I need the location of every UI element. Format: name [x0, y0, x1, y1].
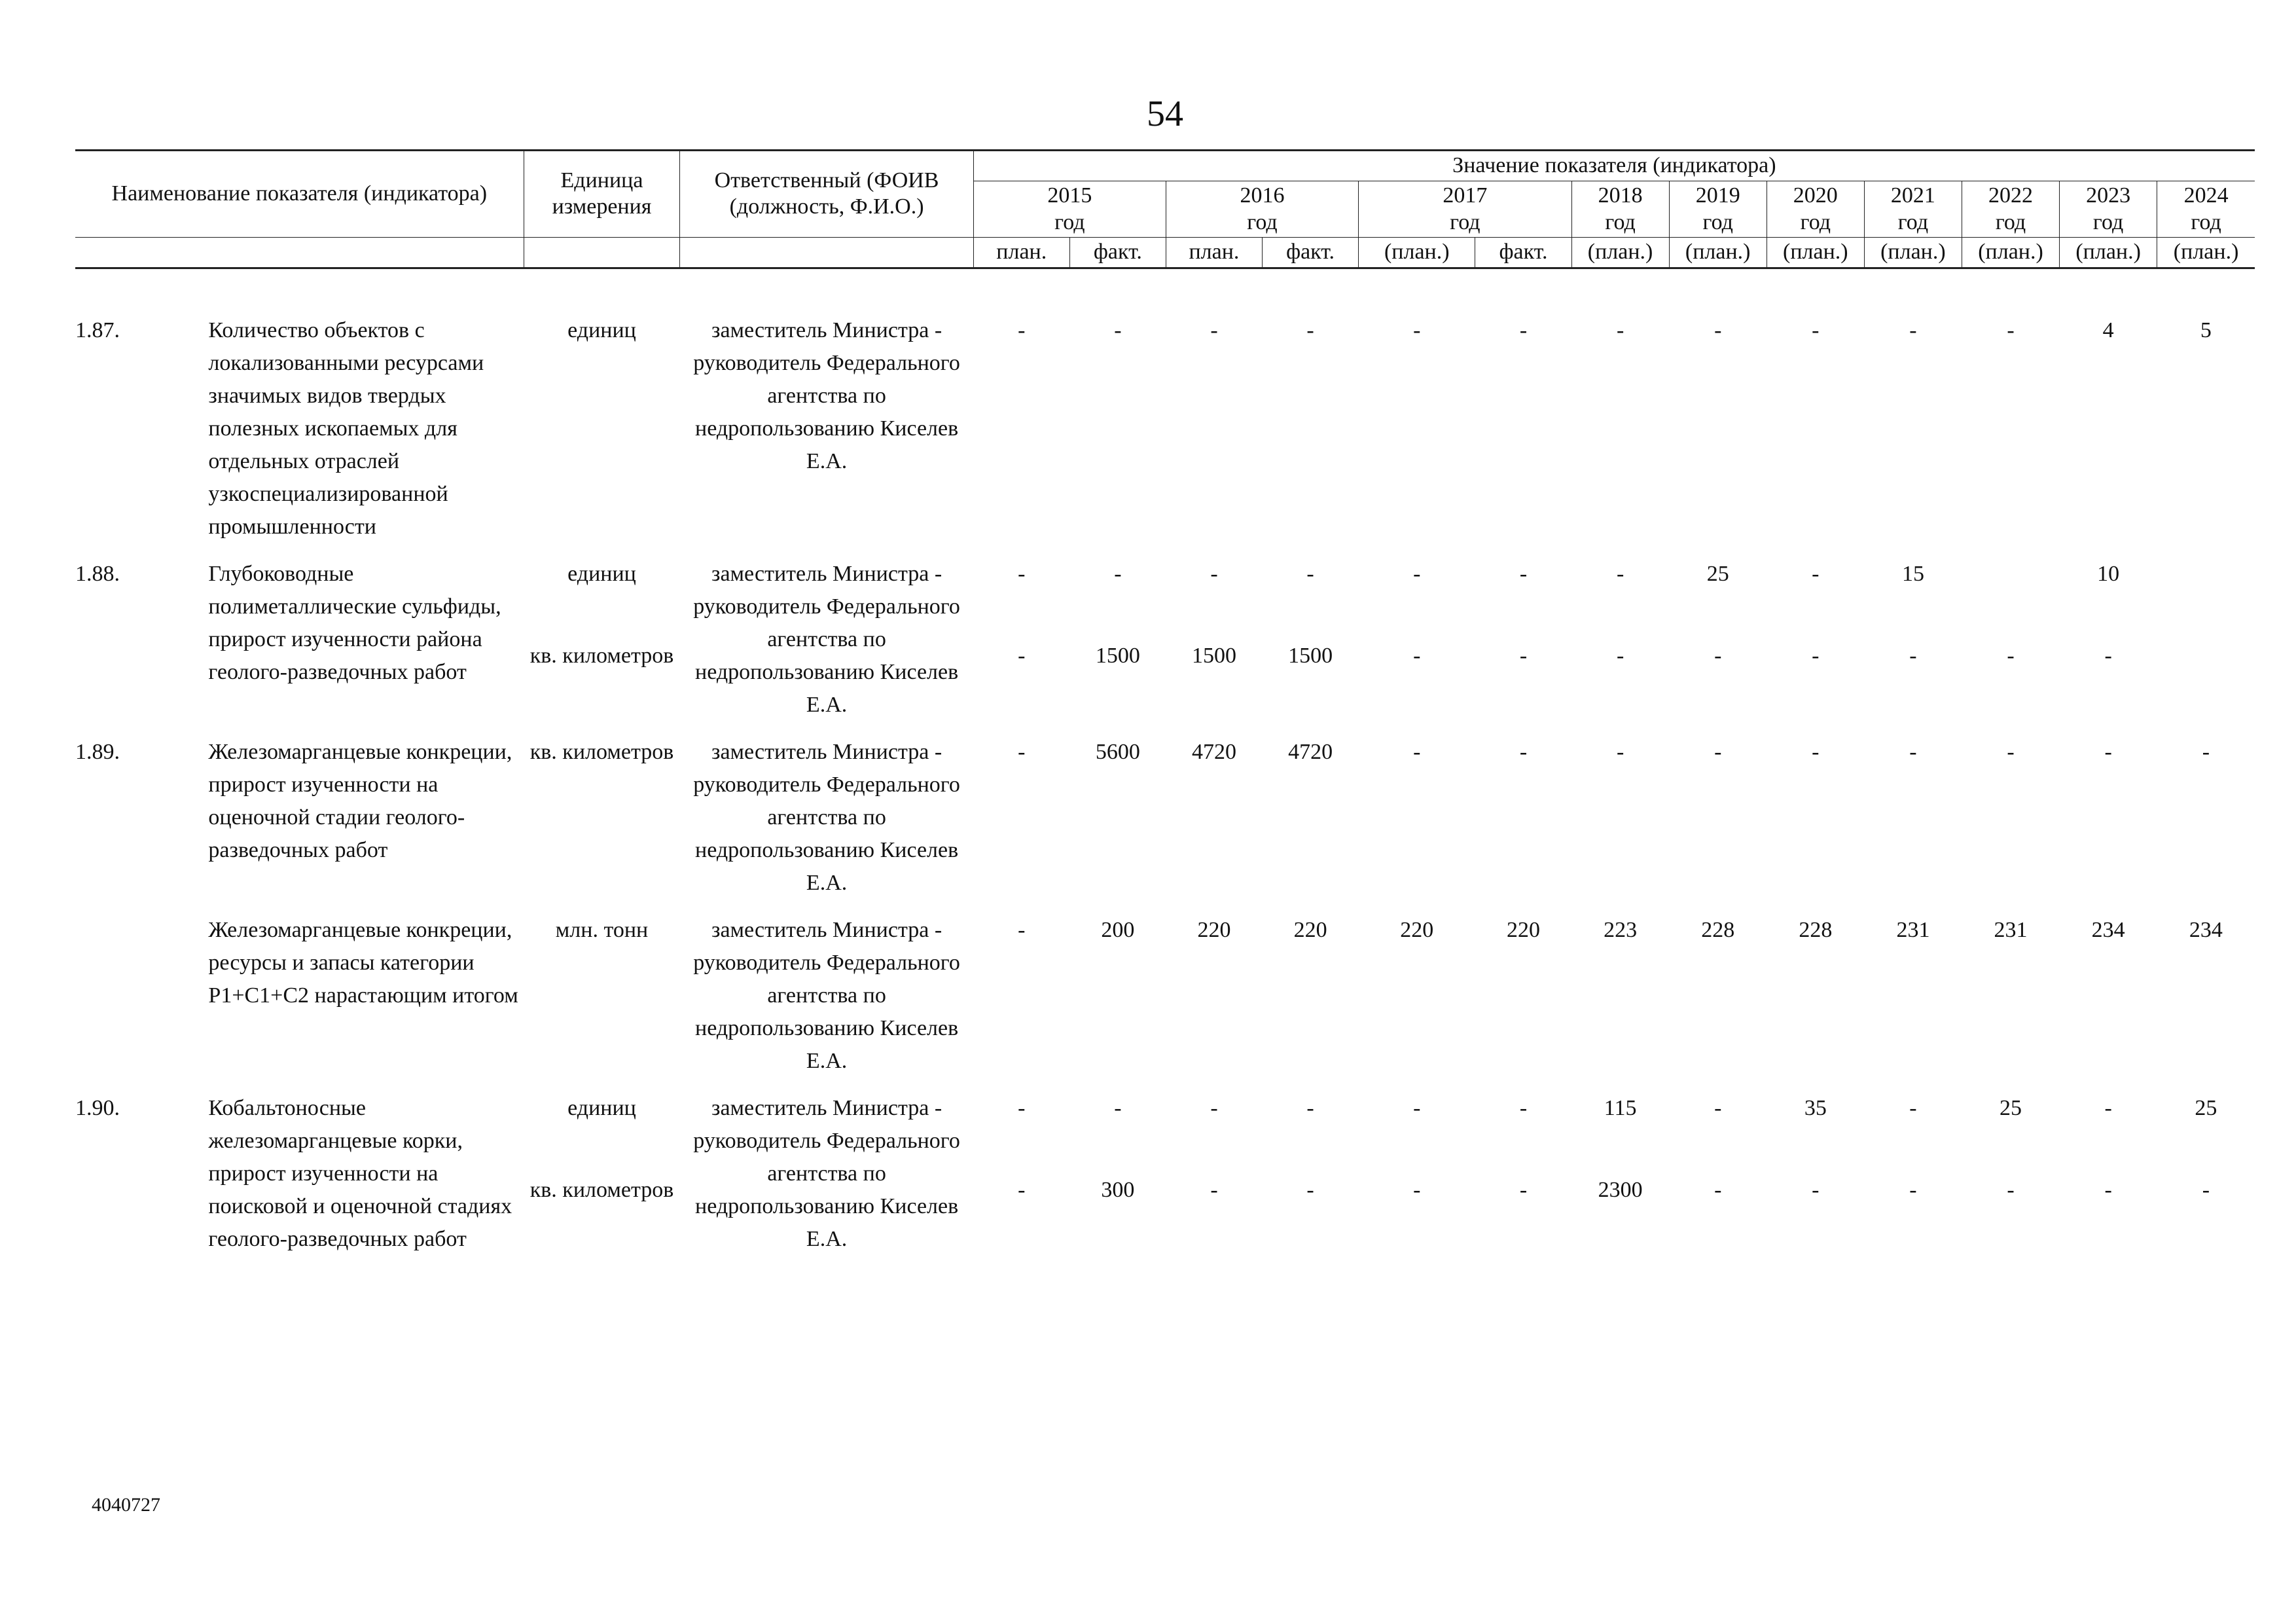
value-cell: 4720	[1288, 740, 1333, 764]
value-cell: -	[1210, 1096, 1218, 1120]
value-cell: -	[1018, 318, 1026, 342]
header-sub: (план.)	[1571, 237, 1669, 268]
table-row	[75, 736, 2255, 900]
value-cell	[1962, 558, 2060, 640]
value-cell: -	[1812, 740, 1820, 764]
indicator-table	[75, 314, 2255, 1256]
responsible-cell: заместитель Министра - руководитель Федерального агентства по недропользованию Киселев Е.А.	[693, 562, 960, 717]
row-gap-cell	[75, 543, 2255, 558]
header-year-2018: 2018 год	[1571, 181, 1669, 237]
responsible-cell: заместитель Министра - руководитель Федерального агентства по недропользованию Киселев Е.А.	[693, 318, 960, 473]
value-cell: -	[1519, 740, 1528, 764]
value-cell: -	[1018, 562, 1026, 586]
value-cell: 231	[1994, 918, 2028, 942]
header-name-col: Наименование показателя (индикатора)	[75, 151, 524, 238]
value-cell: -	[1306, 1178, 1314, 1202]
value-cell: -	[1018, 740, 1026, 764]
table-header	[75, 149, 2255, 269]
value-cell: 300	[1101, 1178, 1135, 1202]
value-cell: -	[1413, 740, 1421, 764]
unit-cell: кв. километров	[529, 644, 674, 668]
header-sub: (план.)	[1669, 237, 1767, 268]
value-cell: 228	[1701, 918, 1735, 942]
value-cell: -	[1616, 740, 1624, 764]
value-cell: -	[1519, 644, 1528, 668]
value-cell: -	[1018, 1178, 1026, 1202]
value-cell: 1500	[1192, 644, 1236, 668]
value-cell: 1500	[1095, 644, 1140, 668]
header-year-2022: 2022 год	[1962, 181, 2059, 237]
table-row	[75, 558, 2255, 640]
header-unit-col-foot	[524, 237, 680, 268]
indicator-number: 1.89.	[75, 740, 120, 764]
row-gap	[75, 721, 2255, 736]
header-resp-col-foot	[680, 237, 973, 268]
table-row	[75, 314, 2255, 543]
value-cell: -	[1909, 740, 1917, 764]
header-sub: (план.)	[1962, 237, 2059, 268]
header-year-2024: 2024 год	[2157, 181, 2255, 237]
indicator-name: Кобальтоносные железомарганцевые корки, прирост изученности на поисковой и оценочной стадиях геолого-разведочных работ	[208, 1096, 512, 1251]
unit-cell: кв. километров	[529, 740, 674, 764]
header-sub: факт.	[1263, 237, 1359, 268]
header-sub: (план.)	[1359, 237, 1475, 268]
indicator-name: Железомарганцевые конкреции, прирост изученности на оценочной стадии геолого-разведочных работ	[208, 740, 512, 862]
unit-cell: единиц	[567, 1096, 636, 1120]
document-code: 4040727	[92, 1494, 160, 1516]
value-cell: -	[1413, 644, 1421, 668]
indicator-number	[75, 914, 200, 1078]
responsible-cell: заместитель Министра - руководитель Федерального агентства по недропользованию Киселев Е.А.	[693, 918, 960, 1073]
value-cell: 220	[1507, 918, 1541, 942]
value-cell: 25	[2000, 1096, 2022, 1120]
value-cell: -	[1306, 562, 1314, 586]
value-cell: 200	[1101, 918, 1135, 942]
header-year-2023: 2023 год	[2060, 181, 2157, 237]
value-cell: 10	[2097, 562, 2120, 586]
value-cell: -	[2007, 1178, 2015, 1202]
value-cell: -	[1519, 1096, 1528, 1120]
responsible-cell: заместитель Министра - руководитель Федерального агентства по недропользованию Киселев Е.А.	[693, 740, 960, 895]
value-cell: -	[1018, 1096, 1026, 1120]
header-sub: факт.	[1069, 237, 1166, 268]
value-cell: -	[2104, 1096, 2112, 1120]
value-cell: -	[1909, 318, 1917, 342]
value-cell: 231	[1896, 918, 1930, 942]
page-number: 54	[1147, 94, 1183, 134]
value-cell: -	[1714, 644, 1722, 668]
value-cell	[2157, 640, 2255, 721]
value-cell: -	[1909, 1178, 1917, 1202]
value-cell: -	[2007, 318, 2015, 342]
value-cell: -	[1812, 1178, 1820, 1202]
value-cell: -	[1210, 1178, 1218, 1202]
header-year-2019: 2019 год	[1669, 181, 1767, 237]
value-cell: 220	[1197, 918, 1231, 942]
value-cell: -	[1114, 1096, 1122, 1120]
value-cell: -	[1114, 318, 1122, 342]
unit-cell: единиц	[567, 318, 636, 342]
value-cell: -	[1714, 1096, 1722, 1120]
header-name-col-foot	[75, 237, 524, 268]
indicator-number: 1.87.	[75, 318, 120, 342]
table-row	[75, 1092, 2255, 1174]
indicator-name: Количество объектов с локализованными ресурсами значимых видов твердых полезных ископаемых для отдельных отраслей узкоспециализированной промышленности	[208, 318, 484, 539]
value-cell: 4720	[1192, 740, 1236, 764]
value-cell	[2157, 558, 2255, 640]
value-cell: 5	[2200, 318, 2212, 342]
value-cell: 5600	[1095, 740, 1140, 764]
header-sub: (план.)	[1767, 237, 1864, 268]
value-cell: 1500	[1288, 644, 1333, 668]
value-cell: -	[1413, 562, 1421, 586]
value-cell: -	[2104, 740, 2112, 764]
indicator-name: Железомарганцевые конкреции, ресурсы и запасы категории P1+C1+C2 нарастающим итогом	[208, 918, 518, 1008]
header-sub: план.	[973, 237, 1069, 268]
value-cell: -	[2007, 644, 2015, 668]
value-cell: 234	[2189, 918, 2223, 942]
value-cell: -	[1114, 562, 1122, 586]
value-cell: -	[2104, 644, 2112, 668]
responsible-cell: заместитель Министра - руководитель Федерального агентства по недропользованию Киселев Е.А.	[693, 1096, 960, 1251]
unit-cell: кв. километров	[529, 1178, 674, 1202]
value-cell: 25	[1706, 562, 1729, 586]
header-year-2020: 2020 год	[1767, 181, 1864, 237]
header-year-2016: 2016 год	[1166, 181, 1358, 237]
value-cell: -	[1812, 644, 1820, 668]
row-gap	[75, 900, 2255, 914]
row-gap	[75, 1078, 2255, 1092]
header-year-2021: 2021 год	[1864, 181, 1962, 237]
header-sub: (план.)	[2157, 237, 2255, 268]
value-cell: 2300	[1598, 1178, 1643, 1202]
value-cell: 220	[1400, 918, 1434, 942]
header-sub: (план.)	[1864, 237, 1962, 268]
value-cell: -	[1909, 1096, 1917, 1120]
value-cell: 4	[2102, 318, 2114, 342]
value-cell: -	[1413, 1096, 1421, 1120]
value-cell: -	[1413, 1178, 1421, 1202]
value-cell: -	[2007, 740, 2015, 764]
unit-cell: единиц	[567, 562, 636, 586]
value-cell: 228	[1799, 918, 1833, 942]
table-row	[75, 914, 2255, 1078]
header-year-2015: 2015 год	[973, 181, 1166, 237]
value-cell: -	[1714, 740, 1722, 764]
value-cell: -	[1210, 318, 1218, 342]
value-cell: 25	[2195, 1096, 2217, 1120]
value-cell: -	[1519, 318, 1528, 342]
value-cell: 220	[1293, 918, 1327, 942]
value-cell: -	[1018, 918, 1026, 942]
header-year-2017: 2017 год	[1359, 181, 1571, 237]
value-cell: -	[2202, 1178, 2210, 1202]
value-cell: -	[1018, 644, 1026, 668]
value-cell: -	[1714, 1178, 1722, 1202]
value-cell: 223	[1604, 918, 1638, 942]
header-table	[75, 149, 2255, 269]
value-cell: -	[1519, 1178, 1528, 1202]
value-cell: -	[1413, 318, 1421, 342]
value-cell: 35	[1804, 1096, 1827, 1120]
value-cell: -	[1210, 562, 1218, 586]
value-cell: -	[1616, 644, 1624, 668]
value-cell: -	[1519, 562, 1528, 586]
header-values-title: Значение показателя (индикатора)	[973, 151, 2255, 181]
row-gap-cell	[75, 1078, 2255, 1092]
value-cell: -	[1714, 318, 1722, 342]
value-cell: 234	[2091, 918, 2125, 942]
value-cell: -	[1616, 318, 1624, 342]
header-sub: факт.	[1475, 237, 1571, 268]
value-cell: -	[1306, 1096, 1314, 1120]
value-cell: -	[2104, 1178, 2112, 1202]
row-gap-cell	[75, 721, 2255, 736]
indicator-number: 1.88.	[75, 562, 120, 586]
header-sub: (план.)	[2060, 237, 2157, 268]
row-gap	[75, 543, 2255, 558]
indicator-name: Глубоководные полиметаллические сульфиды, прирост изученности района геолого-разведочных работ	[208, 562, 501, 684]
value-cell: -	[1306, 318, 1314, 342]
value-cell: -	[1616, 562, 1624, 586]
value-cell: -	[1812, 562, 1820, 586]
header-unit-col: Единица измерения	[524, 151, 680, 238]
value-cell: 115	[1604, 1096, 1637, 1120]
value-cell: 15	[1901, 562, 1924, 586]
header-sub: план.	[1166, 237, 1262, 268]
header-resp-col: Ответственный (ФОИВ (должность, Ф.И.О.)	[680, 151, 973, 238]
value-cell: -	[1812, 318, 1820, 342]
value-cell: -	[2202, 740, 2210, 764]
unit-cell: млн. тонн	[555, 918, 649, 942]
row-gap-cell	[75, 900, 2255, 914]
value-cell: -	[1909, 644, 1917, 668]
indicator-number: 1.90.	[75, 1096, 120, 1120]
